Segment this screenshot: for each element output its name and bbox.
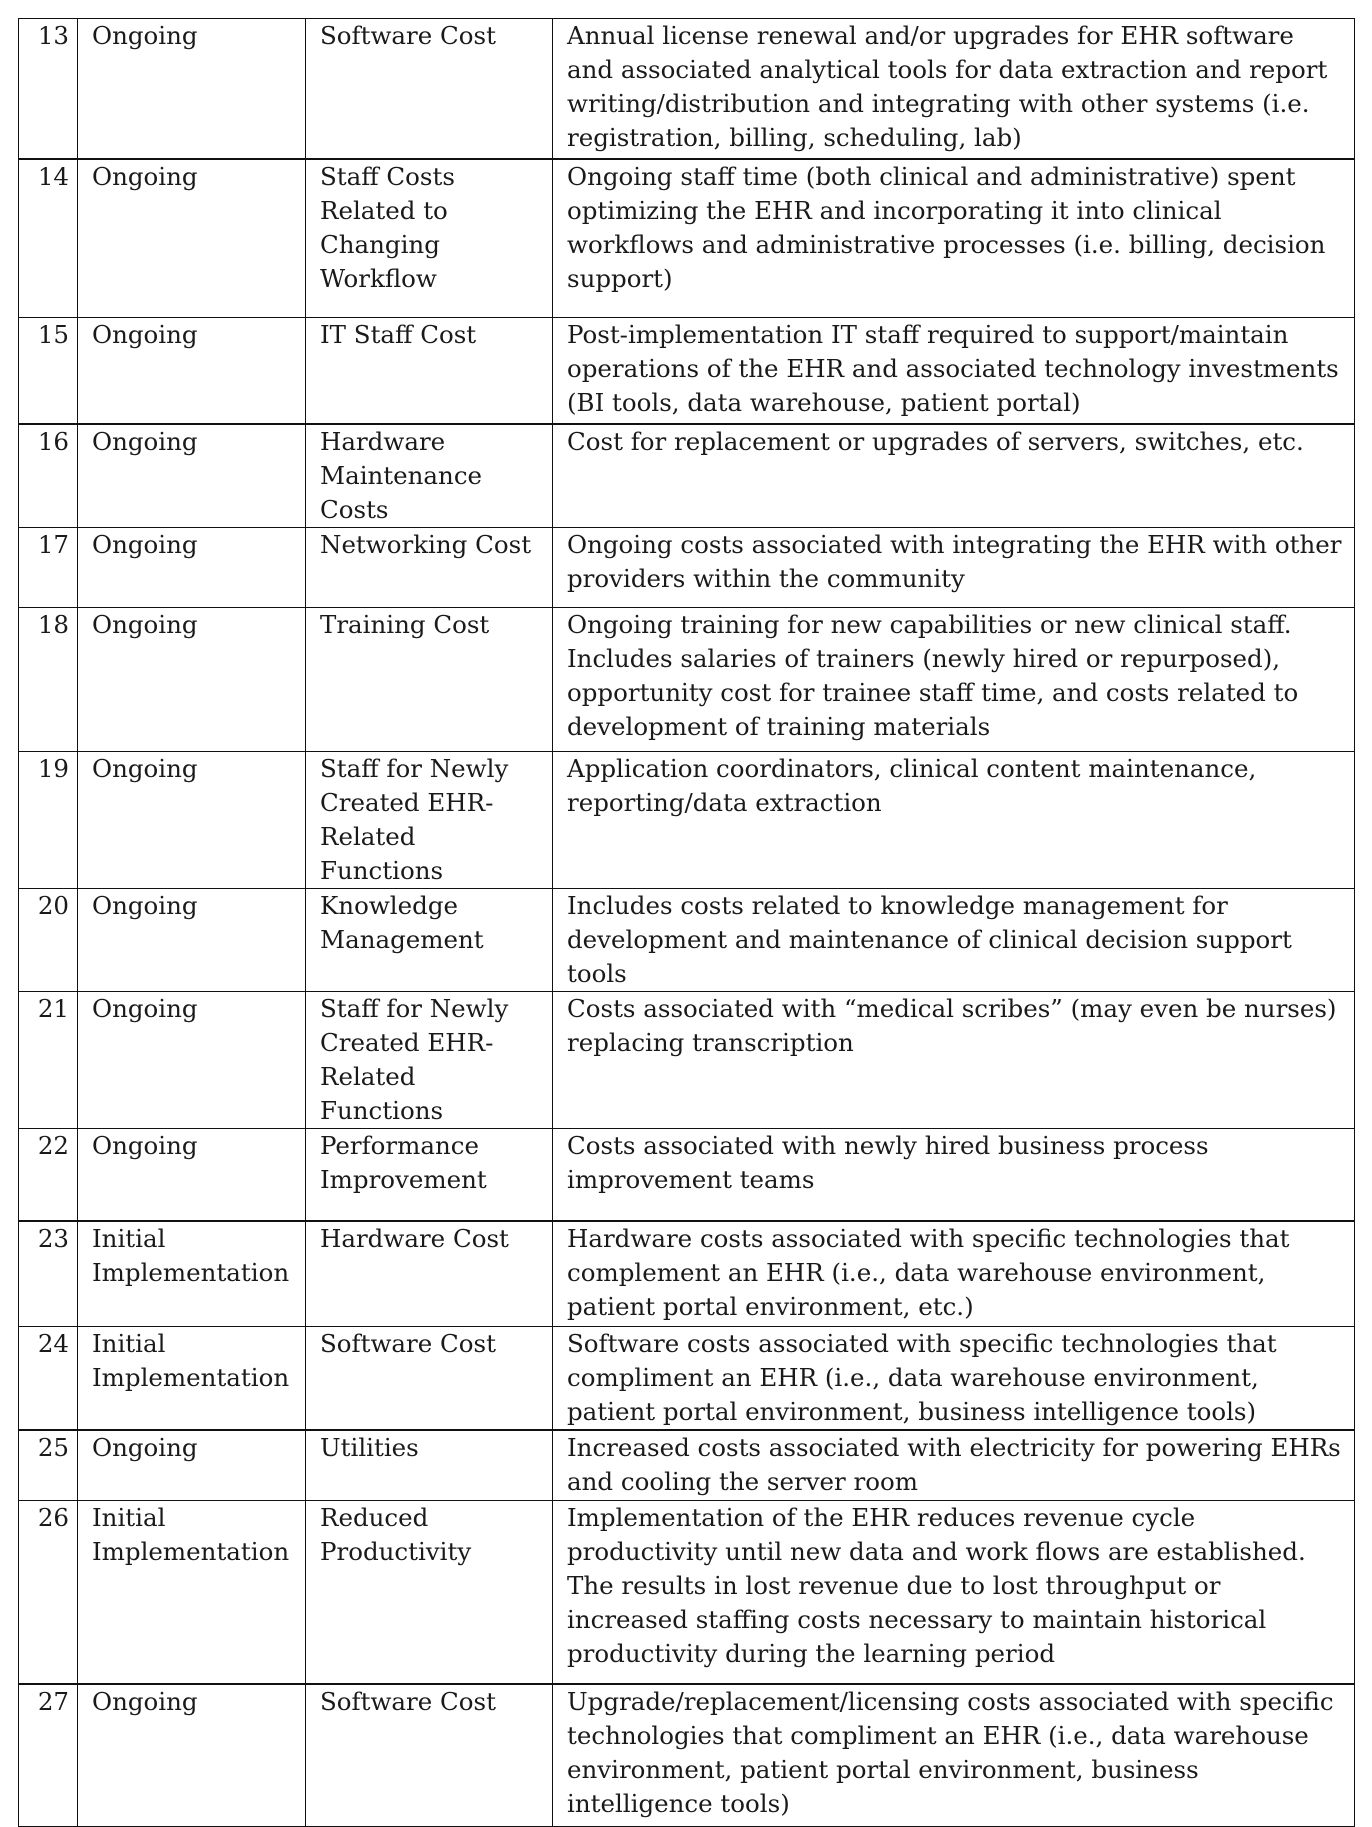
table-row	[19, 607, 1355, 751]
row-phase: Ongoing	[78, 751, 306, 888]
row-description: Ongoing staff time (both clinical and administrative) spent optimizing the EHR and incorporating it into clinical workflows and administrative processes (i.e. billing, decision support)	[553, 159, 1355, 318]
row-description: Upgrade/replacement/licensing costs associated with specific technologies that compliment an EHR (i.e., data warehouse environment, patient portal environment, business intelligence tools)	[553, 1684, 1355, 1826]
row-cost-type: Staff for Newly Created EHR-Related Functions	[306, 991, 553, 1128]
row-phase: Ongoing	[78, 888, 306, 991]
row-phase: Initial Implementation	[78, 1221, 306, 1326]
row-cost-type: Software Cost	[306, 1684, 553, 1826]
row-cost-type: Utilities	[306, 1430, 553, 1500]
row-cost-type: Knowledge Management	[306, 888, 553, 991]
row-cost-type: Reduced Productivity	[306, 1500, 553, 1684]
row-phase: Ongoing	[78, 991, 306, 1128]
table-row	[19, 424, 1355, 528]
row-phase: Ongoing	[78, 1430, 306, 1500]
cost-table	[18, 18, 1355, 1827]
row-phase: Initial Implementation	[78, 1500, 306, 1684]
row-description: Costs associated with “medical scribes” (may even be nurses) replacing transcription	[553, 991, 1355, 1128]
row-phase: Ongoing	[78, 19, 306, 159]
row-cost-type: IT Staff Cost	[306, 318, 553, 424]
row-number: 21	[19, 991, 78, 1128]
row-number: 25	[19, 1430, 78, 1500]
row-phase: Ongoing	[78, 607, 306, 751]
row-number: 22	[19, 1128, 78, 1221]
row-number: 15	[19, 318, 78, 424]
row-cost-type: Hardware Maintenance Costs	[306, 424, 553, 528]
row-number: 24	[19, 1326, 78, 1430]
row-description: Ongoing training for new capabilities or new clinical staff. Includes salaries of trainers (newly hired or repurposed), opportunity cost for trainee staff time, and costs related to development of training materials	[553, 607, 1355, 751]
table-row	[19, 159, 1355, 318]
row-number: 17	[19, 527, 78, 607]
table-row	[19, 1430, 1355, 1500]
table-row	[19, 527, 1355, 607]
row-cost-type: Staff Costs Related to Changing Workflow	[306, 159, 553, 318]
row-number: 20	[19, 888, 78, 991]
table-row	[19, 751, 1355, 888]
row-number: 14	[19, 159, 78, 318]
row-number: 26	[19, 1500, 78, 1684]
row-description: Cost for replacement or upgrades of servers, switches, etc.	[553, 424, 1355, 528]
table-row	[19, 19, 1355, 159]
table-row	[19, 1684, 1355, 1826]
row-description: Includes costs related to knowledge management for development and maintenance of clinical decision support tools	[553, 888, 1355, 991]
row-cost-type: Software Cost	[306, 1326, 553, 1430]
row-cost-type: Software Cost	[306, 19, 553, 159]
row-phase: Ongoing	[78, 424, 306, 528]
row-phase: Ongoing	[78, 527, 306, 607]
row-cost-type: Staff for Newly Created EHR-Related Functions	[306, 751, 553, 888]
row-number: 27	[19, 1684, 78, 1826]
row-number: 19	[19, 751, 78, 888]
table-row	[19, 1500, 1355, 1684]
row-description: Costs associated with newly hired business process improvement teams	[553, 1128, 1355, 1221]
table-row	[19, 1326, 1355, 1430]
row-number: 23	[19, 1221, 78, 1326]
row-phase: Ongoing	[78, 159, 306, 318]
row-cost-type: Performance Improvement	[306, 1128, 553, 1221]
table-row	[19, 318, 1355, 424]
row-description: Implementation of the EHR reduces revenue cycle productivity until new data and work flows are established. The results in lost revenue due to lost throughput or increased staffing costs necessary to maintain historical productivity during the learning period	[553, 1500, 1355, 1684]
table-row	[19, 991, 1355, 1128]
row-number: 16	[19, 424, 78, 528]
row-description: Hardware costs associated with specific technologies that complement an EHR (i.e., data warehouse environment, patient portal environment, etc.)	[553, 1221, 1355, 1326]
row-description: Increased costs associated with electricity for powering EHRs and cooling the server room	[553, 1430, 1355, 1500]
row-cost-type: Networking Cost	[306, 527, 553, 607]
row-description: Annual license renewal and/or upgrades for EHR software and associated analytical tools for data extraction and report writing/distribution and integrating with other systems (i.e. registration, billing, scheduling, lab)	[553, 19, 1355, 159]
row-phase: Ongoing	[78, 1684, 306, 1826]
row-description: Application coordinators, clinical content maintenance, reporting/data extraction	[553, 751, 1355, 888]
row-description: Ongoing costs associated with integrating the EHR with other providers within the community	[553, 527, 1355, 607]
row-cost-type: Training Cost	[306, 607, 553, 751]
table-row	[19, 1128, 1355, 1221]
row-number: 18	[19, 607, 78, 751]
table-row	[19, 888, 1355, 991]
row-description: Software costs associated with specific technologies that compliment an EHR (i.e., data warehouse environment, patient portal environment, business intelligence tools)	[553, 1326, 1355, 1430]
row-number: 13	[19, 19, 78, 159]
table-row	[19, 1221, 1355, 1326]
row-phase: Ongoing	[78, 1128, 306, 1221]
row-phase: Ongoing	[78, 318, 306, 424]
row-description: Post-implementation IT staff required to support/maintain operations of the EHR and associated technology investments (BI tools, data warehouse, patient portal)	[553, 318, 1355, 424]
row-cost-type: Hardware Cost	[306, 1221, 553, 1326]
row-phase: Initial Implementation	[78, 1326, 306, 1430]
